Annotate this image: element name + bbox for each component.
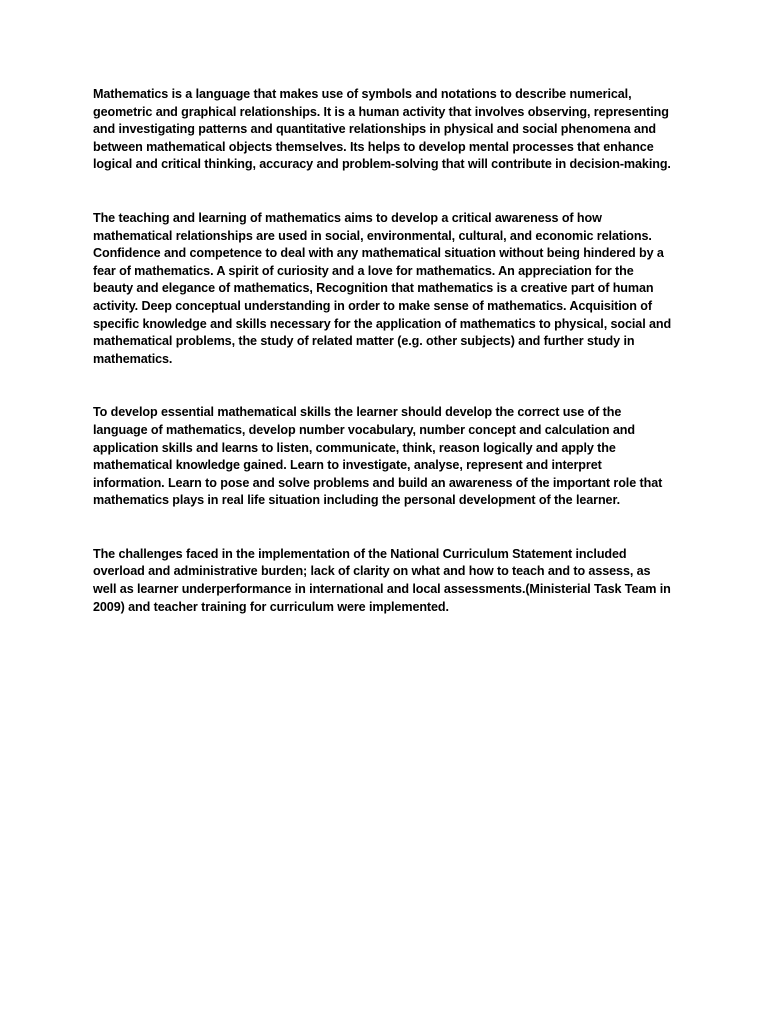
text-line: application skills and learns to listen, communicate, think, reason logically and apply the: [93, 440, 616, 455]
text-line: activity. Deep conceptual understanding in order to make sense of mathematics. Acquisition of: [93, 298, 652, 313]
document-body: [93, 86, 673, 616]
text-line: geometric and graphical relationships. It is a human activity that involves observing, representing: [93, 104, 669, 119]
text-line: The challenges faced in the implementation of the National Curriculum Statement included: [93, 546, 627, 561]
paragraph-essential-skills: [93, 404, 673, 510]
text-line: mathematical relationships are used in social, environmental, cultural, and economic relations.: [93, 228, 652, 243]
paragraph-mathematics-definition: [93, 86, 673, 174]
text-line: fear of mathematics. A spirit of curiosity and a love for mathematics. An appreciation for the: [93, 263, 634, 278]
text-line: information. Learn to pose and solve problems and build an awareness of the important role that: [93, 475, 663, 490]
text-line: and investigating patterns and quantitative relationships in physical and social phenomena and: [93, 122, 657, 137]
paragraph-teaching-aims: [93, 210, 673, 368]
text-line: mathematics.: [93, 351, 173, 366]
text-line: between mathematical objects themselves. Its helps to develop mental processes that enhance: [93, 139, 654, 154]
text-line: specific knowledge and skills necessary for the application of mathematics to physical, social and: [93, 316, 672, 331]
text-line: mathematical problems, the study of related matter (e.g. other subjects) and further study in: [93, 334, 635, 349]
text-line: mathematics plays in real life situation including the personal development of the learner.: [93, 493, 620, 508]
text-line: language of mathematics, develop number vocabulary, number concept and calculation and: [93, 422, 635, 437]
paragraph-curriculum-challenges: [93, 546, 673, 616]
text-line: mathematical knowledge gained. Learn to investigate, analyse, represent and interpret: [93, 458, 602, 473]
text-line: 2009) and teacher training for curriculum were implemented.: [93, 599, 449, 614]
text-line: Mathematics is a language that makes use of symbols and notations to describe numerical,: [93, 87, 632, 101]
text-line: logical and critical thinking, accuracy and problem-solving that will contribute in decision-making.: [93, 157, 671, 172]
text-line: The teaching and learning of mathematics aims to develop a critical awareness of how: [93, 210, 602, 225]
text-line: To develop essential mathematical skills the learner should develop the correct use of the: [93, 405, 622, 420]
text-line: well as learner underperformance in international and local assessments.(Ministerial Task Team in: [93, 582, 671, 597]
text-line: beauty and elegance of mathematics, Recognition that mathematics is a creative part of human: [93, 281, 654, 296]
text-line: Confidence and competence to deal with any mathematical situation without being hindered by a: [93, 246, 664, 261]
text-line: overload and administrative burden; lack of clarity on what and how to teach and to assess, as: [93, 564, 651, 579]
